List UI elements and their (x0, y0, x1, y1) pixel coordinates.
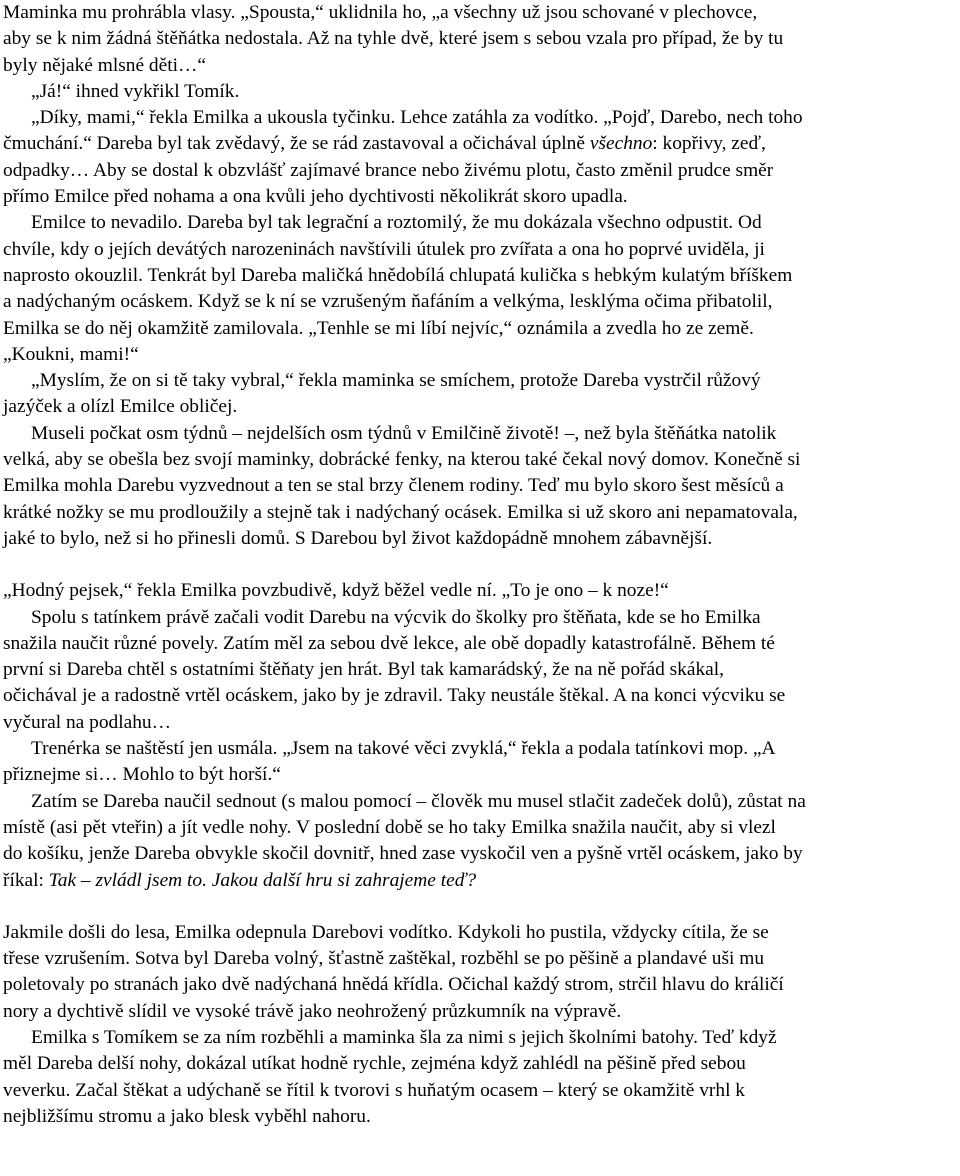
text-line: Spolu s tatínkem právě začali vodit Darebu na výcvik do školky pro štěňata, kde se ho Emilka (31, 606, 761, 628)
section-break (3, 552, 960, 578)
text-line: „Já!“ ihned vykřikl Tomík. (31, 80, 240, 102)
text-line: Zatím se Dareba naučil sednout (s malou pomocí – člověk mu musel stlačit zadeček dolů), zůstat na (31, 790, 806, 812)
text-run: říkal: (3, 869, 49, 891)
text-line: snažila naučit různé povely. Zatím měl za sebou dvě lekce, ale obě dopadly katastrofálně. Během té (3, 632, 775, 654)
text-line (3, 131, 960, 157)
text-line: byly nějaké mlsné děti…“ (3, 54, 207, 76)
paragraph (3, 210, 960, 368)
text-line: přímo Emilce před nohama a ona kvůli jeho dychtivosti několikrát skoro upadla. (3, 186, 628, 208)
text-line: do košíku, jenže Dareba obvykle skočil dovnitř, hned zase vyskočil ven a pyšně vrtěl ocáskem, jako by (3, 843, 803, 865)
italic-text-run: Tak – zvládl jsem to. Jakou další hru si zahrajeme teď? (48, 869, 477, 891)
text-line: Emilka mohla Darebu vyzvednout a ten se stal brzy členem rodiny. Teď mu bylo skoro šest měsíců a (3, 475, 784, 497)
text-line: nejbližšímu stromu a jako blesk vyběhl nahoru. (3, 1105, 371, 1127)
text-line: očichával je a radostně vrtěl ocáskem, jako by je zdravil. Taky neustále štěkal. A na konci výcviku se (3, 685, 786, 707)
text-line: Maminka mu prohrábla vlasy. „Spousta,“ uklidnila ho, „a všechny už jsou schované v plechovce, (3, 2, 758, 23)
text-line: Emilka s Tomíkem se za ním rozběhli a maminka šla za nimi s jejich školními batohy. Teď když (31, 1026, 777, 1048)
paragraph (3, 1025, 960, 1130)
paragraph (3, 578, 960, 604)
text-line: třese vzrušením. Sotva byl Dareba volný, šťastně zaštěkal, rozběhl se po pěšině a plandavé uši mu (3, 948, 765, 970)
text-line: jazýček a olízl Emilce obličej. (3, 396, 238, 418)
text-line: krátké nožky se mu prodloužily a stejně tak i nadýchaný ocásek. Emilka si už skoro ani nepamatovala, (3, 501, 798, 523)
text-line: poletovaly po stranách jako dvě nadýchaná hnědá křídla. Očichal každý strom, strčil hlavu do králičí (3, 974, 784, 996)
text-line: Trenérka se naštěstí jen usmála. „Jsem na takové věci zvyklá,“ řekla a podala tatínkovi mop. „A (31, 738, 776, 760)
paragraph (3, 421, 960, 552)
text-line: Emilka se do něj okamžitě zamilovala. „Tenhle se mi líbí nejvíc,“ oznámila a zvedla ho ze země. (3, 317, 754, 339)
paragraph (3, 789, 960, 894)
text-line (3, 868, 960, 894)
text-line: nory a dychtivě slídil ve vysoké trávě jako neohrožený průzkumník na výpravě. (3, 1000, 622, 1022)
section-break (3, 894, 960, 920)
text-line: „Koukni, mami!“ (3, 343, 139, 365)
paragraph (3, 368, 960, 421)
text-line: a nadýchaným ocáskem. Když se k ní se vzrušeným ňafáním a velkýma, lesklýma očima přibatolil, (3, 291, 773, 313)
paragraph (3, 920, 960, 1025)
text-line: odpadky… Aby se dostal k obzvlášť zajímavé brance nebo živému plotu, často změnil prudce směr (3, 159, 774, 181)
text-line: místě (asi pět vteřin) a jít vedle nohy. V poslední době se ho taky Emilka snažila naučit, aby si vlezl (3, 816, 776, 838)
text-line: naprosto okouzlil. Tenkrát byl Dareba maličká hnědobílá chlupatá kulička s hebkým kulatým bříškem (3, 264, 793, 286)
text-line: aby se k nim žádná štěňátka nedostala. Až na tyhle dvě, které jsem s sebou vzala pro případ, že by tu (3, 28, 784, 50)
text-line: veverku. Začal štěkat a udýchaně se řítil k tvorovi s huňatým ocasem – který se okamžitě vrhl k (3, 1079, 745, 1101)
text-line: první si Dareba chtěl s ostatními štěňaty jen hrát. Byl tak kamarádský, že na ně pořád skákal, (3, 659, 725, 681)
text-line: „Díky, mami,“ řekla Emilka a ukousla tyčinku. Lehce zatáhla za vodítko. „Pojď, Darebo, nech toho (31, 107, 803, 129)
text-run: : kopřivy, zeď, (652, 133, 766, 155)
text-line: velká, aby se obešla bez svojí maminky, dobrácké fenky, na kterou také čekal nový domov. Konečně si (3, 449, 801, 471)
text-line: jaké to bylo, než si ho přinesli domů. S Darebou byl život každopádně mnohem zábavnější. (3, 527, 713, 549)
text-line: Jakmile došli do lesa, Emilka odepnula Darebovi vodítko. Kdykoli ho pustila, vždycky cítila, že se (3, 921, 769, 943)
text-line: chvíle, kdy o jejích devátých narozeninách navštívili útulek pro zvířata a ona ho poprvé uviděla, ji (3, 238, 765, 260)
paragraph (3, 79, 960, 105)
text-line: přiznejme si… Mohlo to být horší.“ (3, 764, 281, 786)
paragraph (3, 736, 960, 789)
paragraph (3, 605, 960, 736)
text-run: čmuchání.“ Dareba byl tak zvědavý, že se rád zastavoval a očichával úplně (3, 133, 590, 155)
paragraph (3, 0, 960, 79)
text-line: „Hodný pejsek,“ řekla Emilka povzbudivě, když běžel vedle ní. „To je ono – k noze!“ (3, 580, 669, 602)
text-line: „Myslím, že on si tě taky vybral,“ řekla maminka se smíchem, protože Dareba vystrčil růžový (31, 370, 761, 392)
italic-text-run: všechno (589, 133, 653, 155)
paragraph (3, 105, 960, 210)
text-line: Emilce to nevadilo. Dareba byl tak legrační a roztomilý, že mu dokázala všechno odpustit. Od (31, 212, 762, 234)
text-line: Museli počkat osm týdnů – nejdelších osm týdnů v Emilčině životě! –, než byla štěňátka natolik (31, 422, 777, 444)
text-line: měl Dareba delší nohy, dokázal utíkat hodně rychle, zejména když zahlédl na pěšině před sebou (3, 1053, 746, 1075)
text-line: vyčural na podlahu… (3, 711, 172, 733)
